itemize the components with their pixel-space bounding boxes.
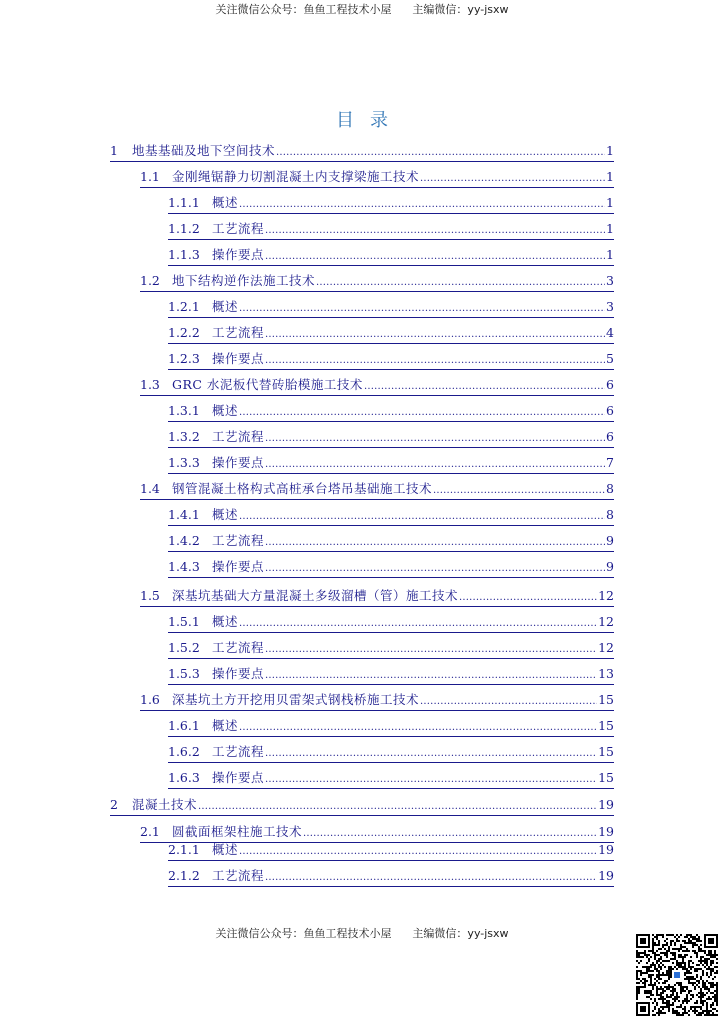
qr-code-icon — [636, 934, 718, 1016]
toc-entry-number: 1.2 — [140, 273, 160, 288]
toc-entry-number: 1.5.2 — [168, 640, 200, 655]
toc-entry-page: 19 — [598, 824, 614, 839]
toc-entry[interactable] — [168, 507, 614, 526]
toc-entry-title: GRC 水泥板代替砖胎模施工技术 — [172, 377, 363, 392]
toc-entry-title: 深基坑基础大方量混凝土多级溜槽（管）施工技术 — [172, 588, 459, 603]
toc-entry-page: 1 — [606, 195, 614, 210]
toc-entry-page: 1 — [606, 247, 614, 262]
toc-entry-number: 1.3.2 — [168, 429, 200, 444]
toc-entry-leader — [265, 249, 605, 265]
toc-entry-leader — [239, 844, 597, 860]
toc-entry-page: 7 — [606, 455, 614, 470]
toc-entry-number: 1.6.2 — [168, 744, 200, 759]
toc-entry[interactable] — [168, 403, 614, 422]
toc-entry-title: 工艺流程 — [212, 221, 265, 236]
toc-entry-leader — [239, 301, 605, 317]
toc-entry-title: 工艺流程 — [212, 325, 265, 340]
toc-entry-leader — [239, 405, 605, 421]
toc-entry-page: 6 — [606, 429, 614, 444]
toc-entry-title: 操作要点 — [212, 666, 265, 681]
toc-entry-title: 地下结构逆作法施工技术 — [172, 273, 316, 288]
toc-entry-page: 9 — [606, 533, 614, 548]
toc-entry-number: 1.4.3 — [168, 559, 200, 574]
toc-entry-page: 1 — [606, 143, 614, 158]
toc-entry-leader — [303, 826, 597, 842]
toc-entry[interactable] — [168, 868, 614, 887]
toc-entry-title: 混凝土技术 — [132, 797, 198, 812]
toc-entry-title: 概述 — [212, 403, 239, 418]
toc-entry-leader — [276, 145, 605, 161]
toc-entry-number: 1.3.3 — [168, 455, 200, 470]
toc-entry-leader — [265, 223, 605, 239]
toc-entry-number: 1.1.2 — [168, 221, 200, 236]
toc-entry-number: 1.2.3 — [168, 351, 200, 366]
toc-entry-page: 13 — [598, 666, 614, 681]
toc-entry[interactable] — [140, 377, 614, 396]
toc-entry-page: 19 — [598, 842, 614, 857]
toc-entry-leader — [239, 509, 605, 525]
toc-entry-page: 8 — [606, 481, 614, 496]
toc-entry[interactable] — [168, 221, 614, 240]
toc-entry[interactable] — [168, 559, 614, 578]
toc-entry[interactable] — [168, 842, 614, 861]
toc-entry-page: 3 — [606, 273, 614, 288]
toc-entry-number: 1.1 — [140, 169, 160, 184]
toc-entry[interactable] — [110, 143, 614, 162]
toc-entry-title: 概述 — [212, 614, 239, 629]
toc-entry-leader — [420, 171, 605, 187]
toc-entry-leader — [265, 353, 605, 369]
toc-entry-page: 1 — [606, 221, 614, 236]
toc-entry-leader — [420, 694, 597, 710]
toc-entry-page: 12 — [598, 640, 614, 655]
toc-entry[interactable] — [168, 299, 614, 318]
toc-entry-title: 操作要点 — [212, 559, 265, 574]
toc-entry-number: 1.3.1 — [168, 403, 200, 418]
toc-entry-title: 圆截面框架柱施工技术 — [172, 824, 303, 839]
toc-entry-leader — [265, 561, 605, 577]
toc-entry-title: 工艺流程 — [212, 640, 265, 655]
toc-entry-number: 2.1.1 — [168, 842, 200, 857]
toc-entry-leader — [433, 483, 605, 499]
toc-entry-leader — [265, 535, 605, 551]
toc-entry-leader — [364, 379, 605, 395]
toc-entry-page: 1 — [606, 169, 614, 184]
toc-entry-number: 1.5 — [140, 588, 160, 603]
toc-entry-number: 1.4.2 — [168, 533, 200, 548]
toc-entry-number: 1.1.1 — [168, 195, 200, 210]
toc-entry-leader — [265, 327, 605, 343]
toc-entry-title: 操作要点 — [212, 351, 265, 366]
toc-entry-leader — [239, 720, 597, 736]
toc-entry-leader — [265, 431, 605, 447]
toc-entry[interactable] — [168, 533, 614, 552]
toc-entry[interactable] — [168, 195, 614, 214]
toc-entry[interactable] — [140, 588, 614, 607]
toc-entry[interactable] — [168, 351, 614, 370]
toc-entry-page: 6 — [606, 377, 614, 392]
toc-entry-page: 15 — [598, 692, 614, 707]
header-note: 关注微信公众号：鱼鱼工程技术小屋 主编微信：yy-jsxw — [215, 3, 509, 16]
toc-entry[interactable] — [140, 824, 614, 843]
toc-entry-leader — [198, 799, 597, 815]
toc-entry-title: 操作要点 — [212, 770, 265, 785]
toc-entry-title: 概述 — [212, 507, 239, 522]
toc-entry-page: 9 — [606, 559, 614, 574]
toc-entry-number: 2 — [110, 797, 118, 812]
toc-entry-title: 操作要点 — [212, 455, 265, 470]
toc-entry-title: 工艺流程 — [212, 868, 265, 883]
toc-entry[interactable] — [110, 797, 614, 816]
toc-entry-leader — [265, 457, 605, 473]
toc-entry-title: 操作要点 — [212, 247, 265, 262]
toc-entry[interactable] — [168, 429, 614, 448]
toc-entry-title: 工艺流程 — [212, 744, 265, 759]
toc-entry[interactable] — [168, 666, 614, 685]
toc-entry-page: 19 — [598, 868, 614, 883]
toc-entry-leader — [265, 668, 597, 684]
toc-entry-title: 钢管混凝土格构式高桩承台塔吊基础施工技术 — [172, 481, 433, 496]
toc-entry-number: 1.2.2 — [168, 325, 200, 340]
toc-entry[interactable] — [140, 481, 614, 500]
toc-entry-title: 概述 — [212, 195, 239, 210]
toc-entry-number: 1.3 — [140, 377, 160, 392]
toc-entry[interactable] — [168, 455, 614, 474]
toc-entry[interactable] — [168, 325, 614, 344]
toc-entry-title: 概述 — [212, 718, 239, 733]
toc-entry-page: 3 — [606, 299, 614, 314]
toc-entry-number: 2.1.2 — [168, 868, 200, 883]
toc-entry-leader — [265, 870, 597, 886]
toc-entry-title: 概述 — [212, 299, 239, 314]
toc-entry[interactable] — [168, 614, 614, 633]
toc-entry-number: 1.6 — [140, 692, 160, 707]
toc-entry-number: 1.5.1 — [168, 614, 200, 629]
toc-entry[interactable] — [168, 718, 614, 737]
toc-entry-number: 1.1.3 — [168, 247, 200, 262]
toc-entry[interactable] — [168, 744, 614, 763]
toc-entry[interactable] — [168, 640, 614, 659]
toc-entry-title: 工艺流程 — [212, 429, 265, 444]
toc-entry-page: 4 — [606, 325, 614, 340]
toc-entry-leader — [459, 590, 597, 606]
toc-entry-title: 深基坑土方开挖用贝雷架式钢栈桥施工技术 — [172, 692, 420, 707]
toc-entry-number: 1.5.3 — [168, 666, 200, 681]
toc-entry-page: 8 — [606, 507, 614, 522]
toc-title: 目录 — [336, 110, 404, 131]
toc-entry-title: 金刚绳锯静力切割混凝土内支撑梁施工技术 — [172, 169, 420, 184]
toc-entry-number: 2.1 — [140, 824, 160, 839]
toc-entry-leader — [239, 616, 597, 632]
toc-entry[interactable] — [140, 692, 614, 711]
toc-entry-number: 1.6.3 — [168, 770, 200, 785]
toc-entry-page: 12 — [598, 614, 614, 629]
toc-entry-page: 15 — [598, 744, 614, 759]
toc-entry-page: 19 — [598, 797, 614, 812]
toc-entry[interactable] — [140, 273, 614, 292]
toc-entry-title: 地基基础及地下空间技术 — [132, 143, 276, 158]
toc-entry-page: 15 — [598, 718, 614, 733]
toc-entry-page: 5 — [606, 351, 614, 366]
toc-entry-number: 1.4.1 — [168, 507, 200, 522]
toc-entry-number: 1.2.1 — [168, 299, 200, 314]
toc-entry-leader — [239, 197, 605, 213]
toc-entry-title: 概述 — [212, 842, 239, 857]
toc-entry[interactable] — [168, 770, 614, 789]
toc-entry[interactable] — [168, 247, 614, 266]
toc-entry-leader — [316, 275, 605, 291]
toc-entry-number: 1.4 — [140, 481, 160, 496]
toc-entry-page: 6 — [606, 403, 614, 418]
toc-entry-leader — [265, 772, 597, 788]
toc-entry-page: 12 — [598, 588, 614, 603]
toc-entry-page: 15 — [598, 770, 614, 785]
toc-entry-leader — [265, 746, 597, 762]
footer-note: 关注微信公众号：鱼鱼工程技术小屋 主编微信：yy-jsxw — [215, 927, 509, 940]
toc-entry-number: 1.6.1 — [168, 718, 200, 733]
toc-entry-number: 1 — [110, 143, 118, 158]
toc-entry-title: 工艺流程 — [212, 533, 265, 548]
toc-entry[interactable] — [140, 169, 614, 188]
toc-entry-leader — [265, 642, 597, 658]
